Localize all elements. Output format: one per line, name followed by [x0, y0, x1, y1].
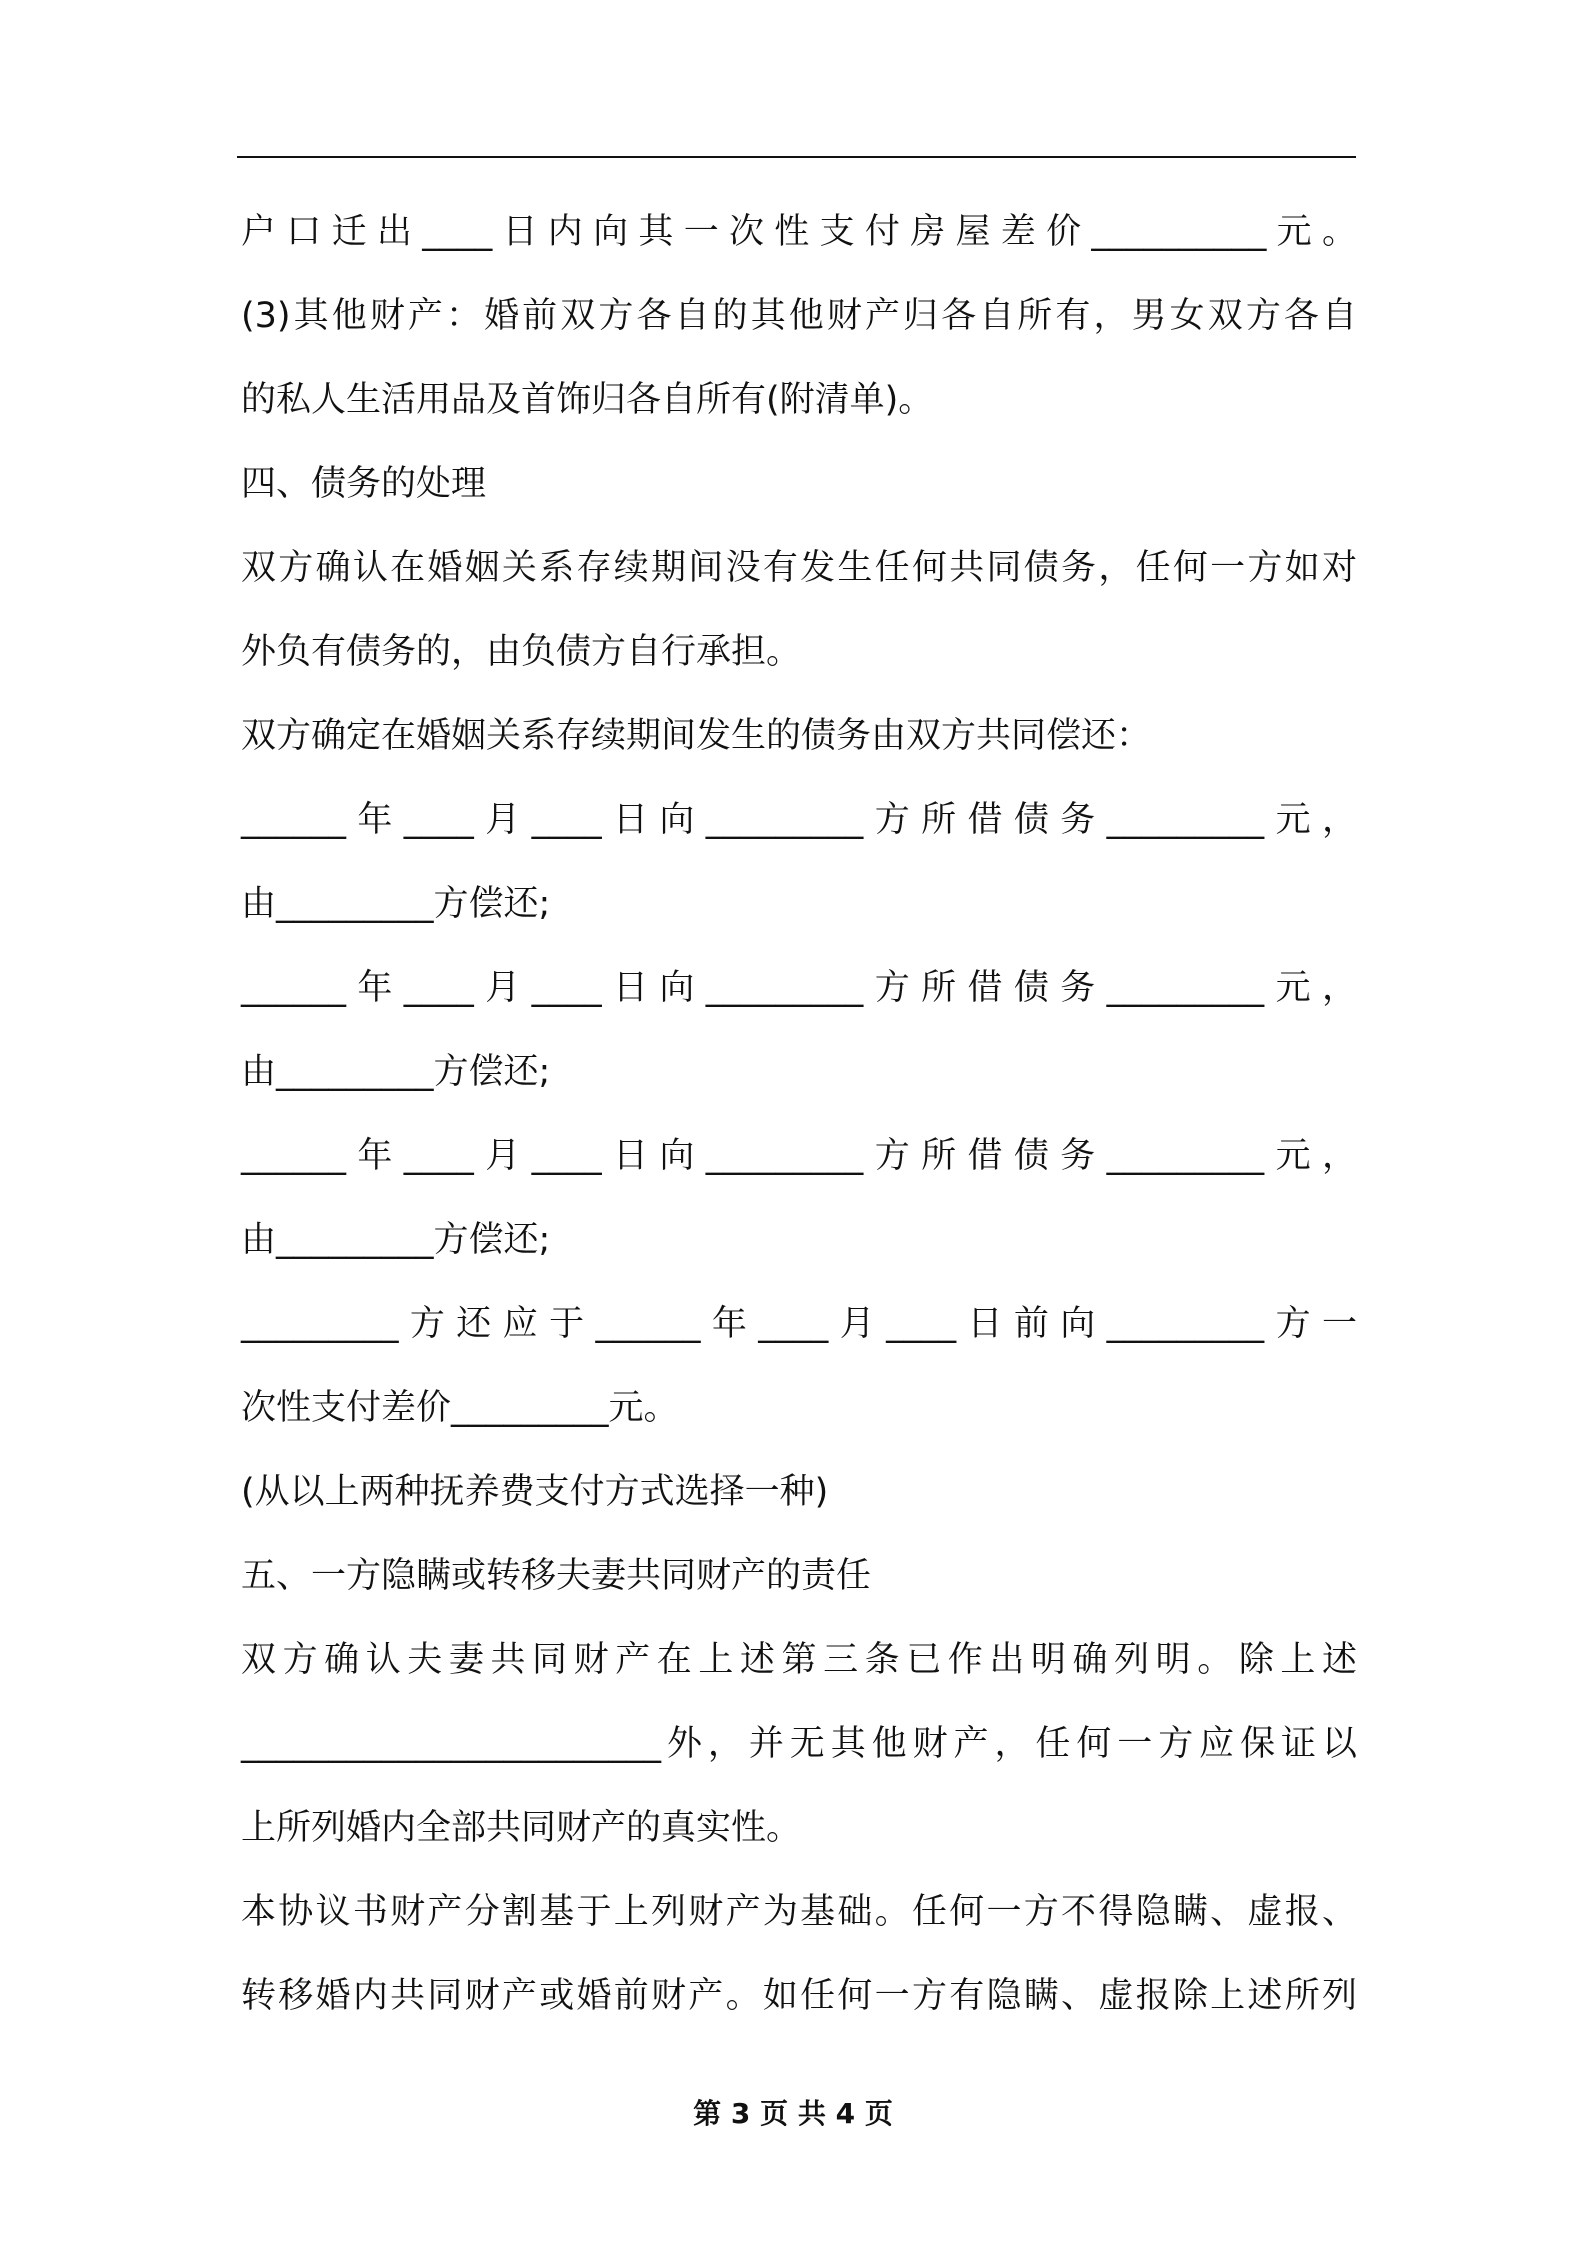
paragraph-line: _________方还应于______年____月____日前向_________方一	[241, 1304, 1357, 1344]
header-rule	[237, 156, 1356, 158]
paragraph-line: 双方确定在婚姻关系存续期间发生的债务由双方共同偿还：	[241, 716, 1152, 756]
document-body	[241, 190, 1357, 2038]
paragraph-line: 本协议书财产分割基于上列财产为基础。任何一方不得隐瞒、虚报、	[241, 1892, 1357, 1932]
paragraph-line: 双方确认夫妻共同财产在上述第三条已作出明确列明。除上述	[241, 1640, 1357, 1680]
paragraph-line: ________________________外，并无其他财产，任何一方应保证以	[241, 1724, 1357, 1764]
section-heading-debts: 四、债务的处理	[241, 464, 487, 504]
section-heading-concealment: 五、一方隐瞒或转移夫妻共同财产的责任	[241, 1556, 872, 1596]
paragraph-line: 外负有债务的，由负债方自行承担。	[241, 632, 802, 672]
debt-repayer-line: 由_________方偿还;	[241, 1220, 551, 1260]
paragraph-line: (3)其他财产：婚前双方各自的其他财产归各自所有，男女双方各自	[241, 296, 1357, 336]
debt-repayer-line: 由_________方偿还;	[241, 1052, 551, 1092]
paragraph-line: 转移婚内共同财产或婚前财产。如任何一方有隐瞒、虚报除上述所列	[241, 1976, 1357, 2016]
paragraph-line: (从以上两种抚养费支付方式选择一种)	[241, 1472, 829, 1512]
paragraph-line: 双方确认在婚姻关系存续期间没有发生任何共同债务，任何一方如对	[241, 548, 1357, 588]
paragraph-line: 的私人生活用品及首饰归各自所有(附清单)。	[241, 380, 934, 420]
paragraph-line: 户口迁出____日内向其一次性支付房屋差价__________元。	[241, 212, 1357, 252]
debt-entry-line: ______年____月____日向_________方所借债务_________元，	[241, 800, 1357, 840]
paragraph-line: 上所列婚内全部共同财产的真实性。	[241, 1808, 802, 1848]
paragraph-line: 次性支付差价_________元。	[241, 1388, 679, 1428]
debt-entry-line: ______年____月____日向_________方所借债务_________元，	[241, 1136, 1357, 1176]
page-number: 第 3 页 共 4 页	[693, 2097, 893, 2130]
debt-entry-line: ______年____月____日向_________方所借债务_________元，	[241, 968, 1357, 1008]
debt-repayer-line: 由_________方偿还;	[241, 884, 551, 924]
